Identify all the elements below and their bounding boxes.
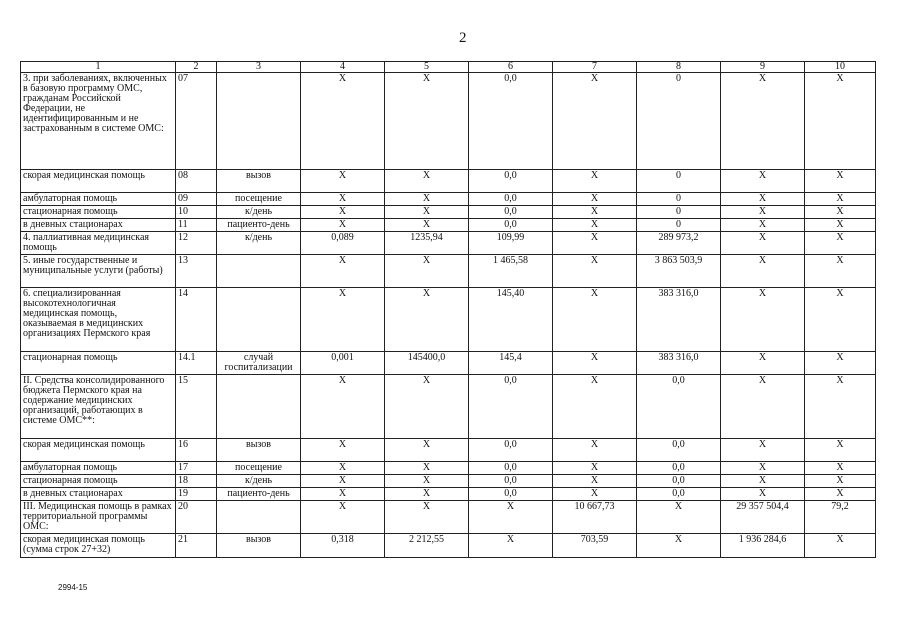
column-header: 8 bbox=[637, 62, 721, 73]
value-col-6: 0,0 bbox=[469, 170, 553, 193]
value-col-9: X bbox=[721, 288, 805, 352]
value-col-5: X bbox=[385, 439, 469, 462]
value-col-10: X bbox=[805, 352, 876, 375]
value-col-9: X bbox=[721, 193, 805, 206]
table-row bbox=[21, 352, 876, 375]
value-col-8: 0 bbox=[637, 219, 721, 232]
row-code: 14.1 bbox=[176, 352, 217, 375]
value-col-10: X bbox=[805, 475, 876, 488]
table-row bbox=[21, 439, 876, 462]
value-col-9: X bbox=[721, 375, 805, 439]
table-row bbox=[21, 488, 876, 501]
value-col-8: 289 973,2 bbox=[637, 232, 721, 255]
value-col-9: X bbox=[721, 232, 805, 255]
value-col-6: 0,0 bbox=[469, 439, 553, 462]
value-col-8: 0,0 bbox=[637, 462, 721, 475]
table-body bbox=[21, 73, 876, 558]
value-col-10: X bbox=[805, 488, 876, 501]
value-col-5: X bbox=[385, 193, 469, 206]
value-col-5: 1235,94 bbox=[385, 232, 469, 255]
value-col-5: X bbox=[385, 206, 469, 219]
row-code: 08 bbox=[176, 170, 217, 193]
row-code: 11 bbox=[176, 219, 217, 232]
row-code: 19 bbox=[176, 488, 217, 501]
value-col-7: X bbox=[553, 170, 637, 193]
value-col-9: X bbox=[721, 475, 805, 488]
value-col-9: X bbox=[721, 352, 805, 375]
value-col-8: 0 bbox=[637, 73, 721, 170]
unit: посещение bbox=[217, 193, 301, 206]
row-code: 15 bbox=[176, 375, 217, 439]
value-col-4: 0,089 bbox=[301, 232, 385, 255]
value-col-5: 145400,0 bbox=[385, 352, 469, 375]
table-row bbox=[21, 375, 876, 439]
value-col-9: X bbox=[721, 255, 805, 288]
unit: пациенто-день bbox=[217, 219, 301, 232]
row-label: 5. иные государственные и муниципальные услуги (работы) bbox=[21, 255, 176, 288]
value-col-9: X bbox=[721, 170, 805, 193]
value-col-4: X bbox=[301, 375, 385, 439]
value-col-5: X bbox=[385, 288, 469, 352]
value-col-7: X bbox=[553, 462, 637, 475]
value-col-9: X bbox=[721, 219, 805, 232]
value-col-7: X bbox=[553, 439, 637, 462]
value-col-8: 0,0 bbox=[637, 375, 721, 439]
row-code: 17 bbox=[176, 462, 217, 475]
value-col-6: 109,99 bbox=[469, 232, 553, 255]
row-label: амбулаторная помощь bbox=[21, 462, 176, 475]
row-code: 16 bbox=[176, 439, 217, 462]
value-col-6: 0,0 bbox=[469, 206, 553, 219]
row-code: 18 bbox=[176, 475, 217, 488]
unit: вызов bbox=[217, 534, 301, 558]
row-label: амбулаторная помощь bbox=[21, 193, 176, 206]
value-col-10: X bbox=[805, 288, 876, 352]
value-col-8: 0,0 bbox=[637, 439, 721, 462]
value-col-5: X bbox=[385, 501, 469, 534]
row-label: скорая медицинская помощь bbox=[21, 439, 176, 462]
value-col-7: X bbox=[553, 475, 637, 488]
value-col-10: X bbox=[805, 375, 876, 439]
value-col-4: X bbox=[301, 501, 385, 534]
unit bbox=[217, 255, 301, 288]
value-col-9: X bbox=[721, 462, 805, 475]
value-col-9: X bbox=[721, 488, 805, 501]
column-header: 10 bbox=[805, 62, 876, 73]
value-col-10: X bbox=[805, 534, 876, 558]
value-col-6: 0,0 bbox=[469, 475, 553, 488]
value-col-7: 703,59 bbox=[553, 534, 637, 558]
unit: к/день bbox=[217, 206, 301, 219]
value-col-7: X bbox=[553, 73, 637, 170]
value-col-5: X bbox=[385, 219, 469, 232]
table-row bbox=[21, 232, 876, 255]
value-col-8: 3 863 503,9 bbox=[637, 255, 721, 288]
value-col-4: X bbox=[301, 462, 385, 475]
value-col-5: 2 212,55 bbox=[385, 534, 469, 558]
value-col-4: X bbox=[301, 255, 385, 288]
value-col-7: X bbox=[553, 488, 637, 501]
table-row bbox=[21, 462, 876, 475]
row-label: 4. паллиативная медицинская помощь bbox=[21, 232, 176, 255]
row-label: 3. при заболеваниях, включенных в базовую программу ОМС, гражданам Российской Федерации, не идентифицированным и не застрахованным в системе ОМС: bbox=[21, 73, 176, 170]
value-col-5: X bbox=[385, 475, 469, 488]
value-col-5: X bbox=[385, 255, 469, 288]
value-col-7: X bbox=[553, 375, 637, 439]
value-col-10: X bbox=[805, 193, 876, 206]
value-col-4: 0,318 bbox=[301, 534, 385, 558]
value-col-8: 0 bbox=[637, 206, 721, 219]
table-row bbox=[21, 219, 876, 232]
value-col-8: 383 316,0 bbox=[637, 352, 721, 375]
unit: к/день bbox=[217, 232, 301, 255]
value-col-10: 79,2 bbox=[805, 501, 876, 534]
row-label: скорая медицинская помощь (сумма строк 27+32) bbox=[21, 534, 176, 558]
value-col-10: X bbox=[805, 232, 876, 255]
column-header: 3 bbox=[217, 62, 301, 73]
row-code: 09 bbox=[176, 193, 217, 206]
value-col-6: 0,0 bbox=[469, 375, 553, 439]
value-col-7: 10 667,73 bbox=[553, 501, 637, 534]
unit bbox=[217, 288, 301, 352]
value-col-7: X bbox=[553, 352, 637, 375]
value-col-6: 0,0 bbox=[469, 193, 553, 206]
column-header: 9 bbox=[721, 62, 805, 73]
table-row bbox=[21, 170, 876, 193]
value-col-5: X bbox=[385, 170, 469, 193]
value-col-10: X bbox=[805, 219, 876, 232]
value-col-7: X bbox=[553, 255, 637, 288]
value-col-8: 0 bbox=[637, 193, 721, 206]
unit: пациенто-день bbox=[217, 488, 301, 501]
unit bbox=[217, 501, 301, 534]
value-col-6: 0,0 bbox=[469, 488, 553, 501]
value-col-5: X bbox=[385, 375, 469, 439]
row-code: 07 bbox=[176, 73, 217, 170]
unit: вызов bbox=[217, 439, 301, 462]
column-header: 1 bbox=[21, 62, 176, 73]
row-code: 12 bbox=[176, 232, 217, 255]
page-number: 2 bbox=[459, 30, 467, 46]
value-col-8: 383 316,0 bbox=[637, 288, 721, 352]
table-row bbox=[21, 193, 876, 206]
table-row bbox=[21, 206, 876, 219]
document-code: 2994-15 bbox=[58, 583, 88, 592]
value-col-8: X bbox=[637, 534, 721, 558]
value-col-9: X bbox=[721, 439, 805, 462]
value-col-9: X bbox=[721, 73, 805, 170]
value-col-9: 29 357 504,4 bbox=[721, 501, 805, 534]
row-label: III. Медицинская помощь в рамках территориальной программы ОМС: bbox=[21, 501, 176, 534]
value-col-7: X bbox=[553, 206, 637, 219]
value-col-4: X bbox=[301, 439, 385, 462]
row-label: в дневных стационарах bbox=[21, 488, 176, 501]
value-col-8: 0 bbox=[637, 170, 721, 193]
unit: посещение bbox=[217, 462, 301, 475]
value-col-6: 145,4 bbox=[469, 352, 553, 375]
unit: к/день bbox=[217, 475, 301, 488]
row-label: 6. специализированная высокотехнологичная медицинская помощь, оказываемая в медицинских организациях Пермского края bbox=[21, 288, 176, 352]
row-label: стационарная помощь bbox=[21, 352, 176, 375]
value-col-4: X bbox=[301, 206, 385, 219]
unit: случай госпитализации bbox=[217, 352, 301, 375]
row-code: 20 bbox=[176, 501, 217, 534]
value-col-6: X bbox=[469, 534, 553, 558]
value-col-4: X bbox=[301, 73, 385, 170]
value-col-5: X bbox=[385, 73, 469, 170]
value-col-7: X bbox=[553, 219, 637, 232]
value-col-4: X bbox=[301, 193, 385, 206]
table-row bbox=[21, 255, 876, 288]
value-col-6: 0,0 bbox=[469, 219, 553, 232]
value-col-7: X bbox=[553, 193, 637, 206]
value-col-9: X bbox=[721, 206, 805, 219]
value-col-9: 1 936 284,6 bbox=[721, 534, 805, 558]
column-header: 6 bbox=[469, 62, 553, 73]
value-col-10: X bbox=[805, 73, 876, 170]
value-col-8: 0,0 bbox=[637, 475, 721, 488]
table-row bbox=[21, 73, 876, 170]
value-col-4: X bbox=[301, 170, 385, 193]
row-code: 14 bbox=[176, 288, 217, 352]
row-code: 10 bbox=[176, 206, 217, 219]
value-col-10: X bbox=[805, 255, 876, 288]
unit bbox=[217, 73, 301, 170]
value-col-5: X bbox=[385, 462, 469, 475]
row-label: стационарная помощь bbox=[21, 475, 176, 488]
column-header: 2 bbox=[176, 62, 217, 73]
column-header: 7 bbox=[553, 62, 637, 73]
value-col-4: X bbox=[301, 219, 385, 232]
row-label: скорая медицинская помощь bbox=[21, 170, 176, 193]
value-col-8: 0,0 bbox=[637, 488, 721, 501]
row-code: 21 bbox=[176, 534, 217, 558]
value-col-10: X bbox=[805, 170, 876, 193]
unit: вызов bbox=[217, 170, 301, 193]
value-col-4: 0,001 bbox=[301, 352, 385, 375]
unit bbox=[217, 375, 301, 439]
value-col-5: X bbox=[385, 488, 469, 501]
value-col-10: X bbox=[805, 462, 876, 475]
value-col-7: X bbox=[553, 288, 637, 352]
column-header: 5 bbox=[385, 62, 469, 73]
value-col-7: X bbox=[553, 232, 637, 255]
value-col-6: X bbox=[469, 501, 553, 534]
value-col-6: 145,40 bbox=[469, 288, 553, 352]
value-col-8: X bbox=[637, 501, 721, 534]
value-col-10: X bbox=[805, 206, 876, 219]
value-col-10: X bbox=[805, 439, 876, 462]
value-col-6: 1 465,58 bbox=[469, 255, 553, 288]
value-col-4: X bbox=[301, 288, 385, 352]
table-row bbox=[21, 501, 876, 534]
value-col-6: 0,0 bbox=[469, 462, 553, 475]
row-label: в дневных стационарах bbox=[21, 219, 176, 232]
table-row bbox=[21, 534, 876, 558]
value-col-6: 0,0 bbox=[469, 73, 553, 170]
value-col-4: X bbox=[301, 488, 385, 501]
column-header: 4 bbox=[301, 62, 385, 73]
row-label: II. Средства консолидированного бюджета Пермского края на содержание медицинских организаций, работающих в системе ОМС**: bbox=[21, 375, 176, 439]
row-label: стационарная помощь bbox=[21, 206, 176, 219]
table-row bbox=[21, 475, 876, 488]
value-col-4: X bbox=[301, 475, 385, 488]
row-code: 13 bbox=[176, 255, 217, 288]
financing-table bbox=[20, 61, 876, 558]
header-row bbox=[21, 62, 876, 73]
table-row bbox=[21, 288, 876, 352]
